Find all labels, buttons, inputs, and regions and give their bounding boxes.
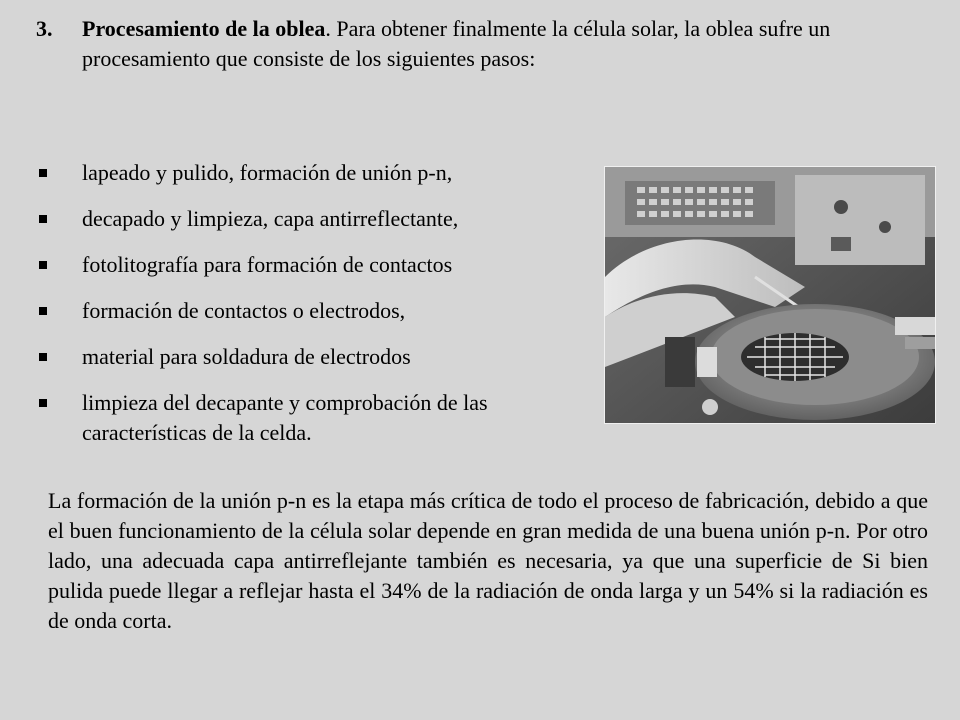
list-item [36,158,596,188]
wafer-processing-photo [604,166,936,424]
list-item [36,388,596,448]
step-text: decapado y limpieza, capa antirreflectante, [82,206,459,231]
square-bullet-icon [39,215,47,223]
section-heading [36,14,916,74]
section-title: Procesamiento de la oblea [82,16,326,41]
list-item [36,296,596,326]
body-paragraph: La formación de la unión p-n es la etapa más crítica de todo el proceso de fabricación, debido a que el buen funcionamiento de la célula solar depende en gran medida de una buena unión p-n. Por otro lado, una adecuada capa antirreflejante también es necesaria, ya que una superficie de Si bien pulida puede llegar a reflejar hasta el 34% de la radiación de onda larga y un 54% si la radiación es de onda corta. [48,488,928,633]
step-text: lapeado y pulido, formación de unión p-n, [82,160,453,185]
step-text: material para soldadura de electrodos [82,344,411,369]
step-text: formación de contactos o electrodos, [82,298,406,323]
section-number: 3. [36,16,53,41]
list-item [36,250,596,280]
steps-list [36,158,596,464]
section-heading-text [82,14,916,74]
step-text: fotolitografía para formación de contactos [82,252,453,277]
square-bullet-icon [39,261,47,269]
list-item [36,204,596,234]
photo-illustration [605,167,936,424]
square-bullet-icon [39,169,47,177]
section-intro: . Para obtener finalmente la célula solar, la oblea sufre un procesamiento que consiste de los siguientes pasos: [82,16,831,71]
step-text: limpieza del decapante y comprobación de las características de la celda. [82,390,488,445]
square-bullet-icon [39,353,47,361]
square-bullet-icon [39,399,47,407]
list-item [36,342,596,372]
square-bullet-icon [39,307,47,315]
